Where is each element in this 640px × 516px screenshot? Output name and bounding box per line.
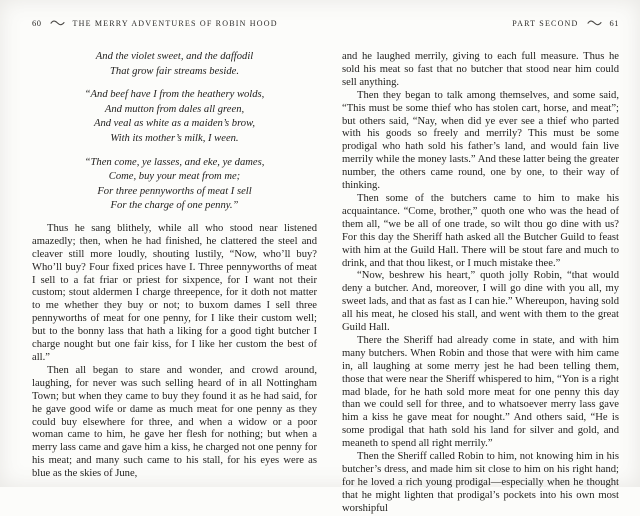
poem-line: “Then come, ye lasses, and eke, ye dames, bbox=[84, 156, 265, 168]
fleuron-ornament-icon bbox=[50, 20, 65, 26]
paragraph: “Now, beshrew his heart,” quoth jolly Robin, “that would deny a butcher. And, moreover, I will go dine with you all, my sweet lads, and that as fast as I can hie.” Whereupon, having sold all his meat, he closed his stall, and went with them to the great Guild Hall. bbox=[342, 270, 619, 334]
fleuron-ornament-icon bbox=[587, 20, 602, 26]
page-number-right: 61 bbox=[609, 18, 619, 28]
poem-stanza bbox=[32, 88, 317, 146]
paragraph: Thus he sang blithely, while all who stood near listened amazedly; then, when he had finished, he clattered the steel and cleaver still more loudly, shouting lustily, “Now, who’ll buy? Who’ll buy? Four fixed prices have I. Three pennyworths of meat I sell to a fat friar or priest for sixpence, for I want not their custom; stout aldermen I charge threepence, for it doth not matter to me whether they buy or not; to buxom dames I sell three pennyworths of meat for one penny, for I like their custom well; but to the bonny lass that hath a liking for a good tight butcher I charge nought but one fair kiss, for I like her custom the best of all.” bbox=[32, 222, 317, 363]
page-number-left: 60 bbox=[32, 18, 42, 28]
paragraph-continuation: and he laughed merrily, giving to each full measure. Thus he sold his meat so fast that no butcher that stood near him could sell anything. bbox=[342, 51, 619, 88]
poem-block bbox=[32, 50, 317, 214]
poem-line: With its mother’s milk, I ween. bbox=[110, 132, 239, 144]
paragraph: Then some of the butchers came to him to make his acquaintance. “Come, brother,” quoth one who was the head of them all, “we be all of one trade, so wilt thou go dine with us? For this day the Sheriff hath asked all the Butcher Guild to feast with him at the Guild Hall. There will be stout fare and much to drink, and that thou likest, or I much mistake thee.” bbox=[342, 192, 619, 269]
poem-line: “And beef have I from the heathery wolds, bbox=[84, 89, 265, 101]
book-title: THE MERRY ADVENTURES OF ROBIN HOOD bbox=[72, 18, 278, 28]
poem-line: That grow fair streams beside. bbox=[110, 65, 239, 77]
page-left bbox=[32, 18, 317, 481]
paragraph: Then the Sheriff called Robin to him, not knowing him in his butcher’s dress, and made him sit close to him on his right hand; for he loved a rich young prodigal—especially when he thought that he might lighten that prodigal’s pockets into his own most worshipful bbox=[342, 451, 619, 514]
running-head-left bbox=[32, 18, 317, 28]
poem-line: For three pennyworths of meat I sell bbox=[97, 185, 252, 197]
part-title: PART SECOND bbox=[512, 18, 579, 28]
poem-stanza bbox=[32, 50, 317, 79]
paragraph: Then they began to talk among themselves, and some said, “This must be some thief who has stolen cart, horse, and meat”; but others said, “Nay, when did ye ever see a thief who parted with his goods so freely and merrily? This must be some prodigal who hath sold his father’s land, and would fain live merrily while the money lasts.” And these latter being the greater number, the others came round, one by one, to their way of thinking. bbox=[342, 89, 619, 192]
poem-line: And the violet sweet, and the daffodil bbox=[95, 51, 254, 62]
paragraph: Then all began to stare and wonder, and crowd around, laughing, for never was such selling heard of in all Nottingham Town; but when they came to buy they found it as he had said, for he gave good wife or dame as much meat for one penny as they could buy elsewhere for three, and when a widow or a poor woman came to him, he gave her flesh for nothing; but when a merry lass came and gave him a kiss, he charged not one penny for his meat; and many such came to his stall, for his eyes were as blue as the skies of June, bbox=[32, 364, 317, 480]
body-text-left bbox=[32, 223, 317, 481]
poem-stanza bbox=[32, 156, 317, 214]
poem-line: Come, buy your meat from me; bbox=[108, 171, 241, 183]
poem-line: And mutton from dales all green, bbox=[104, 103, 245, 115]
page-right bbox=[342, 18, 619, 516]
running-head-right bbox=[342, 18, 619, 28]
poem-line: For the charge of one penny.” bbox=[110, 200, 239, 212]
poem-line: And veal as white as a maiden’s brow, bbox=[93, 118, 256, 130]
paragraph: There the Sheriff had already come in state, and with him many butchers. When Robin and those that were with him came in, all laughing at some merry jest he had been telling them, those that were near the Sheriff whispered to him, “Yon is a right mad blade, for he hath sold more meat for one penny this day than we could sell for three, and to whatsoever merry lass gave him a kiss he gave meat for nought.” And others said, “He is some prodigal that hath sold his land for silver and gold, and meaneth to spend all right merrily.” bbox=[342, 334, 619, 450]
body-text-right bbox=[342, 51, 619, 516]
